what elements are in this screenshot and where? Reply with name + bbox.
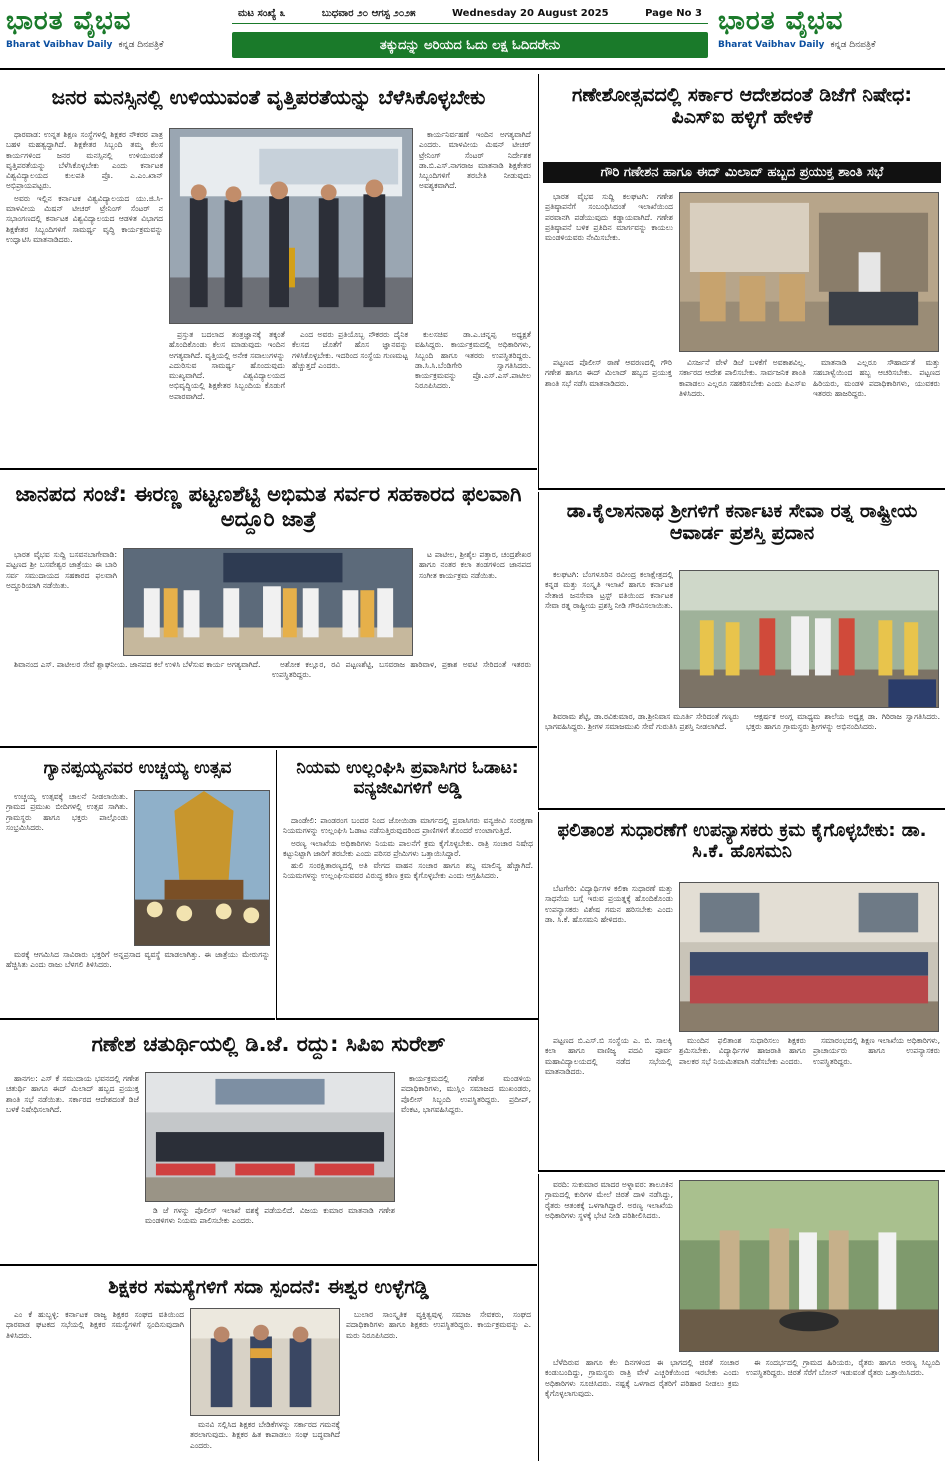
article-uchchayya-utsava: [0, 750, 275, 1020]
headline: ಡಾ.ಕೈಲಾಸನಾಥ ಶ್ರೀಗಳಿಗೆ ಕರ್ನಾಟಕ ಸೇವಾ ರತ್ನ ರಾಷ್ಟ್ರೀಯ ಆವಾರ್ಡ ಪ್ರಶಸ್ತಿ ಪ್ರದಾನ: [566, 500, 918, 545]
paragraph: ಆಕ್ಷರ್ಷಕ ಅಂಗ್ಲ ಮಾಧ್ಯಮ ಶಾಲೆಯ ಅಧ್ಯಕ್ಷ ಡಾ. ಗಿರಿರಾಜ ಸ್ವಾಗತಿಸಿದರು. ಭಕ್ತರು ಹಾಗೂ ಗ್ರಾಮಸ್ಥರು ಶ್ರೀಗಳನ್ನು ಅಭಿನಂದಿಸಿದರು.: [746, 712, 940, 732]
paragraph: ಕಲಘಟಗಿ: ಬೆಂಗಳೂರಿನ ರವೀಂದ್ರ ಕಲಾಕ್ಷೇತ್ರದಲ್ಲಿ ಕನ್ನಡ ಮತ್ತು ಸಂಸ್ಕೃತಿ ಇಲಾಖೆ ಹಾಗೂ ಕರ್ನಾಟಕ ನೇತಾಜಿ ಜನಸೇವಾ ಟ್ರಸ್ಟ್ ವತಿಯಿಂದ ಕರ್ನಾಟಕ ಸೇವಾ ರತ್ನ ರಾಷ್ಟ್ರೀಯ ಪ್ರಶಸ್ತಿ ನೀಡಿ ಗೌರವಿಸಲಾಯಿತು.: [545, 570, 673, 610]
headline: ಫಲಿತಾಂಶ ಸುಧಾರಣೆಗೆ ಉಪನ್ಯಾಸಕರು ಕ್ರಮ ಕೈಗೊಳ್ಳಬೇಕು: ಡಾ. ಸಿ.ಕೆ. ಹೊಸಮನಿ: [557, 820, 927, 863]
text-column: [190, 1420, 340, 1456]
paragraph: ಟ ಪಾಟೀಲ, ಶ್ರೀಶೈಲ ಪತ್ತಾರ, ಚಂದ್ರಶೇಖರ ಹಾಗೂ ನಂತರ ಕಲಾ ತಂಡಗಳಿಂದ ಜಾನಪದ ಸಂಗೀತ ಕಾರ್ಯಕ್ರಮ ನಡೆಯಿತು.: [419, 550, 531, 580]
text-column: [145, 1206, 395, 1260]
article-body-bottom: [6, 950, 270, 1014]
paragraph: ಅರಣ್ಯ ಇಲಾಖೆಯ ಅಧಿಕಾರಿಗಳು ನಿಯಮ ಪಾಲನೆಗೆ ಕ್ರಮ ಕೈಗೊಳ್ಳಬೇಕು. ರಾತ್ರಿ ಸಂಚಾರ ನಿಷೇಧ ಕಟ್ಟುನಿಟ್ಟಾಗಿ ಜಾರಿಗೆ ತರಬೇಕು ಎಂದು ಪರಿಸರ ಪ್ರೇಮಿಗಳು ಒತ್ತಾಯಿಸಿದ್ದಾರೆ.: [283, 838, 533, 858]
paragraph: ಕಾರ್ಯಕ್ರಮದಲ್ಲಿ ಗಣೇಶ ಮಂಡಳಿಯ ಪದಾಧಿಕಾರಿಗಳು, ಮುಸ್ಲಿಂ ಸಮಾಜದ ಮುಖಂಡರು, ಪೊಲೀಸ್ ಸಿಬ್ಬಂದಿ ಉಪಸ್ಥಿತರಿದ್ದರು. ಪ್ರದೀಪ್, ವೆಂಕಟ, ಭಾಗವಹಿಸಿದ್ದರು.: [401, 1074, 531, 1114]
article-body-side: [545, 192, 673, 352]
article-body-bottom: [545, 358, 940, 484]
headline: ಜಾನಪದ ಸಂಜೆ: ಈರಣ್ಣ ಪಟ್ಟಣಶೆಟ್ಟಿ ಅಭಿಮತ ಸರ್ವರ ಸಹಕಾರದ ಫಲವಾಗಿ ಅದ್ದೂರಿ ಜಾತ್ರೆ: [15, 482, 522, 531]
article-body-bottom: [145, 1206, 395, 1260]
logo-sub-kn: ಕನ್ನಡ ದಿನಪತ್ರಿಕೆ: [118, 40, 164, 50]
paragraph: ಹುಲಿ ಸಂರಕ್ಷಿತಾರಣ್ಯದಲ್ಲಿ ಅತಿ ವೇಗದ ವಾಹನ ಸಂಚಾರ ಹಾಗೂ ಶಬ್ದ ಮಾಲಿನ್ಯ ಹೆಚ್ಚಾಗಿದೆ. ನಿಯಮಗಳನ್ನು ಉಲ್ಲಂಘಿಸುವವರ ವಿರುದ್ಧ ಕಠಿಣ ಕ್ರಮ ಕೈಗೊಳ್ಳಬೇಕು ಎಂದು ಆಗ್ರಹಿಸಿದರು.: [283, 861, 533, 881]
text-column: [545, 1180, 673, 1354]
logo-title: ಭಾರತ ವೈಭವ: [6, 6, 132, 36]
photo-felicitation-stage: [123, 548, 413, 656]
paragraph: ಅವರು ಇಲ್ಲಿನ ಕರ್ನಾಟಕ ವಿಶ್ವವಿದ್ಯಾಲಯದ ಯು.ಜಿ.ಸಿ-ಮಾಳವೀಯ ಮಿಷನ್ ಟೀಚರ್ ಟ್ರೇನಿಂಗ್ ಸೆಂಟರ್ ನ ಸಭಾಂಗಣದಲ್ಲಿ ಕರ್ನಾಟಕ ವಿಶ್ವವಿದ್ಯಾಲಯದ ಆಡಳಿತ ವಿಭಾಗದ ಶಿಕ್ಷಕೇತರ ಸಿಬ್ಬಂದಿಗಳಿಗೆ ಸಾಮರ್ಥ್ಯ ವೃದ್ಧಿ ಕಾರ್ಯಕ್ರಮವನ್ನು ಉದ್ಘಾಟಿಸಿ ಮಾತನಾಡಿದರು.: [6, 193, 163, 244]
photo-peace-meeting-hall: [145, 1072, 395, 1202]
masthead-logo-left: [6, 4, 221, 66]
article-body-left: [6, 1074, 139, 1260]
headline: ಜನರ ಮನಸ್ಸಿನಲ್ಲಿ ಉಳಿಯುವಂತೆ ವೃತ್ತಿಪರತೆಯನ್ನು ಬೆಳೆಸಿಕೊಳ್ಳಬೇಕು: [51, 85, 486, 109]
text-column: [813, 1036, 940, 1166]
headline: ಶಿಕ್ಷಕರ ಸಮಸ್ಯೆಗಳಿಗೆ ಸದಾ ಸ್ಪಂದನೆ: ಈಶ್ವರ ಉಳ್ಳೆಗಡ್ಡಿ: [108, 1276, 429, 1298]
text-column: [545, 1358, 739, 1456]
issue-number: ಮಟ ಸಂಖ್ಯೆ ೩: [238, 8, 286, 19]
article-body-right: [419, 130, 531, 326]
photo-felicitation-teachers: [190, 1308, 340, 1416]
paragraph: ಕಾರ್ಯನಿರ್ವಹಣೆ ಇಂದಿನ ಅಗತ್ಯವಾಗಿದೆ ಎಂದರು. ಮಾಳವೀಯ ಮಿಷನ್ ಟೀಚರ್ ಟ್ರೇನಿಂಗ್ ಸೆಂಟರ್ ನಿರ್ದೇಶಕ ಡಾ.ಬಿ.ಎಸ್.ನಾಗರಾಜ ಮಾತನಾಡಿ ಶಿಕ್ಷಕೇತರ ಸಿಬ್ಬಂದಿಗಳಿಗೆ ತರಬೇತಿ ನೀಡುವುದು ಅವಶ್ಯಕವಾಗಿದೆ.: [419, 130, 531, 191]
headline: ಗಣೇಶ ಚತುರ್ಥಿಯಲ್ಲಿ ಡಿ.ಜೆ. ರದ್ದು: ಸಿಪಿಐ ಸುರೇಶ್: [91, 1032, 446, 1056]
paragraph: ಸಮಾರಂಭದಲ್ಲಿ ಶಿಕ್ಷಣ ಇಲಾಖೆಯ ಅಧಿಕಾರಿಗಳು, ಪ್ರಾಚಾರ್ಯರು ಹಾಗೂ ಉಪನ್ಯಾಸಕರು ಉಪಸ್ಥಿತರಿದ್ದರು.: [813, 1036, 940, 1066]
date-kannada: ಬುಧವಾರ ೨೦ ಆಗಸ್ಟ ೨೦೨೫: [321, 8, 416, 19]
text-column: [6, 660, 265, 744]
article-body-bottom: [545, 1358, 940, 1456]
text-column: [401, 1074, 531, 1260]
text-column: [283, 816, 533, 1014]
article-body-side: [6, 792, 128, 946]
paragraph: ಭಾರತ ವೈಭವ ಸುದ್ದಿ ಬಸವನಬಾಗೇವಾಡಿ: ಪಟ್ಟಣದ ಶ್ರೀ ಬಸವೇಶ್ವರ ಜಾತ್ರೆಯು ಈ ಬಾರಿ ಸರ್ವ ಸಮುದಾಯದ ಸಹಕಾರದ ಫಲವಾಗಿ ಅದ್ದೂರಿಯಾಗಿ ನಡೆಯಿತು.: [6, 550, 117, 590]
text-column: [6, 950, 270, 1014]
article-body-right: [346, 1310, 531, 1456]
text-column: [272, 660, 531, 744]
paragraph: ಮುಂದಿನ ಫಲಿತಾಂಶ ಸುಧಾರಿಸಲು ಶಿಕ್ಷಕರು ಶ್ರಮಿಸಬೇಕು. ವಿದ್ಯಾರ್ಥಿಗಳ ಹಾಜರಾತಿ ಹಾಗೂ ಪಾಲಕರ ಸಭೆ ನಿಯಮಿತವಾಗಿ ನಡೆಸಬೇಕು ಎಂದರು.: [679, 1036, 806, 1066]
article-teachers-issues: [0, 1268, 537, 1461]
paragraph: ಶಿವಾನಂದ ಎಸ್. ಪಾಟೀಲರ ಸೇವೆ ಶ್ಲಾಘನೀಯ. ಜಾನಪದ ಕಲೆ ಉಳಿಸಿ ಬೆಳೆಸುವ ಕಾರ್ಯ ಅಗತ್ಯವಾಗಿದೆ.: [14, 660, 261, 669]
text-column: [6, 1310, 184, 1456]
photo-chariot-festival: [134, 790, 270, 946]
logo-sub-en: Bharat Vaibhav Daily: [718, 40, 825, 50]
photo-lamp-lighting: [169, 128, 413, 324]
text-column: [545, 884, 673, 1032]
text-column: [419, 130, 531, 326]
article-body-side: [545, 884, 673, 1032]
text-column: [746, 712, 940, 804]
text-column: [292, 330, 408, 464]
text-column: [6, 792, 128, 946]
text-column: [545, 1036, 672, 1166]
logo-subtitle: [6, 40, 221, 50]
article-dj-ban-psi: [538, 74, 945, 490]
article-leopard-attack: [538, 1174, 945, 1461]
text-column: [813, 358, 940, 484]
text-column: [6, 130, 163, 460]
logo-sub-en: Bharat Vaibhav Daily: [6, 40, 113, 50]
paragraph: ಬೆಟಗೇರಿ: ವಿದ್ಯಾರ್ಥಿಗಳ ಕಲಿಕಾ ಸುಧಾರಣೆ ಮತ್ತು ಸಾಧನೆಯ ಬಗ್ಗೆ ಇರುವ ಪ್ರಯತ್ನಕ್ಕೆ ಹೊಂದಿಕೊಂಡು ಉಪನ್ಯಾಸಕರು ವಿಶೇಷ ಗಮನ ಹರಿಸಬೇಕು ಎಂದು ಡಾ. ಸಿ.ಕೆ. ಹೊಸಮನಿ ಹೇಳಿದರು.: [545, 884, 673, 924]
date-english: Wednesday 20 August 2025: [451, 8, 609, 19]
text-column: [746, 1358, 940, 1456]
paragraph: ಪ್ರಸ್ತುತ ಬದಲಾದ ತಂತ್ರಜ್ಞಾನಕ್ಕೆ ತಕ್ಕಂತೆ ಹೊಂದಿಕೊಂಡು ಕೆಲಸ ಮಾಡುವುದು ಇಂದಿನ ಅಗತ್ಯವಾಗಿದೆ. ವೃತ್ತಿಯಲ್ಲಿ ಅನೇಕ ಸವಾಲುಗಳನ್ನು ಎದುರಿಸುವ ಸಾಮರ್ಥ್ಯ ಹೊಂದುವುದು ಮುಖ್ಯವಾಗಿದೆ. ವಿಶ್ವವಿದ್ಯಾಲಯದ ಅಭಿವೃದ್ಧಿಯಲ್ಲಿ ಶಿಕ್ಷಕೇತರ ಸಿಬ್ಬಂದಿಯ ಕೊಡುಗೆ ಅಪಾರವಾಗಿದೆ.: [169, 330, 285, 401]
logo-subtitle: [718, 40, 933, 50]
text-column: [545, 358, 672, 484]
paragraph: ಡಿ ಜೆ ಗಳನ್ನು ಪೊಲೀಸ್ ಇಲಾಖೆ ವಶಕ್ಕೆ ಪಡೆಯಲಿದೆ. ವಿಜಯ ಕುಮಾರ ಮಾತನಾಡಿ ಗಣೇಶ ಮಂಡಳಿಗಳು ನಿಯಮ ಪಾಲಿಸಬೇಕು ಎಂದರು.: [145, 1206, 395, 1226]
article-kailasanatha-award: [538, 492, 945, 810]
paragraph: ಬುಲಾರ ಸಾಂಸ್ಕೃತಿಕ ವ್ಯಕ್ತಿತ್ವವುಳ್ಳ ಸಮಾಜ ಸೇವಕರು, ಸಂಘದ ಪದಾಧಿಕಾರಿಗಳು ಹಾಗೂ ಶಿಕ್ಷಕರು ಉಪಸ್ಥಿತರಿದ್ದರು. ಕಾರ್ಯಕ್ರಮವನ್ನು ಎ. ಮರು ನಿರೂಪಿಸಿದರು.: [346, 1310, 531, 1340]
paragraph: ಬೆಳೆದಿರುವ ಹಾಗೂ ಕೆಲ ದಿನಗಳಿಂದ ಈ ಭಾಗದಲ್ಲಿ ಚಿರತೆ ಸಂಚಾರ ಕಂಡುಬಂದಿದ್ದು, ಗ್ರಾಮಸ್ಥರು ರಾತ್ರಿ ವೇಳೆ ಎಚ್ಚರಿಕೆಯಿಂದ ಇರಬೇಕು ಎಂದು ಅಧಿಕಾರಿಗಳು ಸೂಚಿಸಿದರು. ನಷ್ಟಕ್ಕೆ ಒಳಗಾದ ರೈತರಿಗೆ ಪರಿಹಾರ ನೀಡಲು ಕ್ರಮ ಕೈಗೊಳ್ಳಲಾಗುವುದು.: [545, 1358, 739, 1398]
paragraph: ಭಾರತ ವೈಭವ ಸುದ್ದಿ ಕಲಘಟಗಿ: ಗಣೇಶ ಪ್ರತಿಷ್ಠಾಪನೆಗೆ ಸಂಬಂಧಿಸಿದಂತೆ ಇಲಾಖೆಯಿಂದ ಪರವಾನಗಿ ಪಡೆಯುವುದು ಕಡ್ಡಾಯವಾಗಿದೆ. ಗಣೇಶ ಪ್ರತಿಷ್ಠಾಪನೆ ಬಳಿಕ ಪ್ರತಿದಿನ ಮಾರ್ಗವನ್ನು ಕಾಯಲು ಮಂಡಳಿಯವರು ನೇಮಿಸಬೇಕು.: [545, 192, 673, 243]
article-body: [283, 816, 533, 1014]
article-body-side: [545, 570, 673, 708]
text-column: [679, 1036, 806, 1166]
paragraph: ಪಟ್ಟಣದ ಬಿ.ಎಸ್.ಬಿ ಸಂಸ್ಥೆಯ ಎ. ಬಿ. ಸಾಲಕ್ಕಿ ಕಲಾ ಹಾಗೂ ವಾಣಿಜ್ಯ ಪದವಿ ಪೂರ್ವ ಮಹಾವಿದ್ಯಾಲಯದಲ್ಲಿ ನಡೆದ ಸಭೆಯಲ್ಲಿ ಮಾತನಾಡಿದರು.: [545, 1036, 672, 1076]
text-column: [6, 550, 117, 656]
article-body-left: [6, 1310, 184, 1456]
paragraph: ವಿಸರ್ಜನೆ ವೇಳೆ ಡಿಜೆ ಬಳಕೆಗೆ ಅವಕಾಶವಿಲ್ಲ. ಸರ್ಕಾರದ ಆದೇಶ ಪಾಲಿಸಬೇಕು. ಸಾರ್ವಜನಿಕ ಶಾಂತಿ ಕಾಪಾಡಲು ಎಲ್ಲರೂ ಸಹಕರಿಸಬೇಕು ಎಂದು ಪಿಎಸ್ಐ ತಿಳಿಸಿದರು.: [679, 358, 806, 398]
paragraph: ಪಟ್ಟಣದ ಪೊಲೀಸ್ ಠಾಣೆ ಆವರಣದಲ್ಲಿ ಗೌರಿ ಗಣೇಶ ಹಾಗೂ ಈದ್ ಮಿಲಾದ್ ಹಬ್ಬದ ಪ್ರಯುಕ್ತ ಶಾಂತಿ ಸಭೆ ನಡೆಸಿ ಮಾತನಾಡಿದರು.: [545, 358, 672, 388]
article-body-bottom: [545, 1036, 940, 1166]
article-wildlife-tourists: [276, 750, 538, 1020]
paragraph: ಎಂದ ಅವರು ಪ್ರತಿಯೊಬ್ಬ ನೌಕರರು ದೈನಿಕ ಕೆಲಸದ ಜೊತೆಗೆ ಹೊಸ ಜ್ಞಾನವನ್ನು ಗಳಿಸಿಕೊಳ್ಳಬೇಕು. ಇದರಿಂದ ಸಂಸ್ಥೆಯ ಗುಣಮಟ್ಟ ಹೆಚ್ಚುತ್ತದೆ ಎಂದರು.: [292, 330, 408, 370]
article-body-right: [419, 550, 531, 656]
logo-title: ಭಾರತ ವೈಭವ: [718, 6, 844, 36]
subheadline: ಗೌರಿ ಗಣೇಶನ ಹಾಗೂ ಈದ್ ಮಿಲಾದ್ ಹಬ್ಬದ ಪ್ರಯುಕ್ತ ಶಾಂತಿ ಸಭೆ: [543, 162, 941, 183]
text-column: [415, 330, 531, 464]
article-dj-cancel-cpi: [0, 1022, 537, 1266]
paragraph: ಮಾತನಾಡಿ ಎಲ್ಲರೂ ಸೌಹಾರ್ದತೆ ಮತ್ತು ಸಹಬಾಳ್ವೆಯಿಂದ ಹಬ್ಬ ಆಚರಿಸಬೇಕು. ಪಟ್ಟಣದ ಹಿರಿಯರು, ಮಂಡಳಿ ಪದಾಧಿಕಾರಿಗಳು, ಯುವಕರು ಇತರರು ಹಾಜರಿದ್ದರು.: [813, 358, 940, 398]
masthead-center: [232, 4, 708, 64]
article-body-left: [6, 130, 163, 460]
text-column: [545, 570, 673, 708]
paragraph: ಧಾರವಾಡ: ಉನ್ನತ ಶಿಕ್ಷಣ ಸಂಸ್ಥೆಗಳಲ್ಲಿ ಶಿಕ್ಷಕರ ನೌಕರರ ಪಾತ್ರ ಬಹಳ ಮಹತ್ವದ್ದಾಗಿದೆ. ಶಿಕ್ಷಕೇತರ ಸಿಬ್ಬಂದಿ ತಮ್ಮ ಕೆಲಸ ಕಾರ್ಯಗಳಿಂದ ಜನರ ಮನಸ್ಸಿನಲ್ಲಿ ಉಳಿಯುವಂತೆ ವೃತ್ತಿಪರತೆಯನ್ನು ಬೆಳೆಸಿಕೊಳ್ಳಬೇಕು ಎಂದು ಕರ್ನಾಟಕ ವಿಶ್ವವಿದ್ಯಾಲಯದ ಕುಲಪತಿ ಪ್ರೊ. ಎ.ಎಂ.ಖಾನ್ ಅಭಿಪ್ರಾಯಪಟ್ಟರು.: [6, 130, 163, 191]
masthead-logo-right: [718, 4, 933, 66]
logo-sub-kn: ಕನ್ನಡ ದಿನಪತ್ರಿಕೆ: [830, 40, 876, 50]
article-body-bottom: [169, 330, 531, 464]
headline: ಗ್ಯಾನಪ್ಪಯ್ಯನವರ ಉಚ್ಚಯ್ಯ ಉತ್ಸವ: [43, 758, 232, 778]
paragraph: ಉಚ್ಚಯ್ಯ ಉತ್ಸವಕ್ಕೆ ಚಾಲನೆ ನೀಡಲಾಯಿತು. ಗ್ರಾಮದ ಪ್ರಮುಖ ಬೀದಿಗಳಲ್ಲಿ ಉತ್ಸವ ಸಾಗಿತು. ಗ್ರಾಮಸ್ಥರು ಹಾಗೂ ಭಕ್ತರು ಪಾಲ್ಗೊಂಡು ಸಂಭ್ರಮಿಸಿದರು.: [6, 792, 128, 832]
article-body-right: [401, 1074, 531, 1260]
paragraph: ಮಠಕ್ಕೆ ಆಗಮಿಸಿದ ಸಾವಿರಾರು ಭಕ್ತರಿಗೆ ಅನ್ನಪ್ರಸಾದ ವ್ಯವಸ್ಥೆ ಮಾಡಲಾಗಿತ್ತು. ಈ ಜಾತ್ರೆಯು ಮೇರುಗನ್ನು ಹೆಚ್ಚಿಸಿತು ಎಂದು ರಾಜು ಬೆಳಗಲಿ ತಿಳಿಸಿದರು.: [6, 950, 270, 970]
article-body-bottom: [6, 660, 531, 744]
tagline: ತಕ್ಕುದನ್ನು ಅರಿಯದ ಓದು ಲಕ್ಷ ಓದಿದರೇನು: [232, 32, 708, 58]
text-column: [6, 1074, 139, 1260]
paragraph: ಎಂ ಕೆ ಹುಬ್ಬಳ್ಳಿ: ಕರ್ನಾಟಕ ರಾಜ್ಯ ಶಿಕ್ಷಕರ ಸಂಘದ ವತಿಯಿಂದ ಧಾರವಾಡ ಘಟಕದ ಸಭೆಯಲ್ಲಿ ಶಿಕ್ಷಕರ ಸಮಸ್ಯೆಗಳಿಗೆ ಸ್ಪಂದಿಸುವುದಾಗಿ ತಿಳಿಸಿದರು.: [6, 1310, 184, 1340]
paragraph: ಮನವಿ ಸಲ್ಲಿಸಿದ ಶಿಕ್ಷಕರ ಬೇಡಿಕೆಗಳನ್ನು ಸರ್ಕಾರದ ಗಮನಕ್ಕೆ ತರಲಾಗುವುದು. ಶಿಕ್ಷಕರ ಹಿತ ಕಾಪಾಡಲು ಸಂಘ ಬದ್ಧವಾಗಿದೆ ಎಂದರು.: [190, 1420, 340, 1450]
paragraph: ಕುಲಸಚಿವ ಡಾ.ಎ.ಚನ್ನಪ್ಪ ಅಧ್ಯಕ್ಷತೆ ವಹಿಸಿದ್ದರು. ಕಾರ್ಯಕ್ರಮದಲ್ಲಿ ಅಧಿಕಾರಿಗಳು, ಸಿಬ್ಬಂದಿ ಹಾಗೂ ಇತರರು ಉಪಸ್ಥಿತರಿದ್ದರು. ಡಾ.ಸಿ.ಸಿ.ಬೆಂಡಿಗೇರಿ ಸ್ವಾಗತಿಸಿದರು. ಕಾರ್ಯಕ್ರಮವನ್ನು ಪ್ರೊ.ಎಸ್.ಎಸ್.ಪಾಟೀಲ ನಿರೂಪಿಸಿದರು.: [415, 330, 531, 391]
article-professionalism: [0, 74, 537, 470]
article-body-side: [545, 1180, 673, 1354]
masthead: [0, 0, 945, 70]
paragraph: ಹಾನಗಲ: ಎಸ್ ಕೆ ಸಮುದಾಯ ಭವನದಲ್ಲಿ ಗಣೇಶ ಚತುರ್ಥಿ ಹಾಗೂ ಈದ್ ಮಿಲಾದ್ ಹಬ್ಬದ ಪ್ರಯುಕ್ತ ಶಾಂತಿ ಸಭೆ ನಡೆಯಿತು. ಸರ್ಕಾರದ ಆದೇಶದಂತೆ ಡಿಜೆ ಬಳಕೆ ನಿಷೇಧಿಸಲಾಗಿದೆ.: [6, 1074, 139, 1114]
photo-group-teachers: [679, 882, 939, 1032]
paragraph: ಶಿವರಾಮ ಶೆಟ್ಟಿ, ಡಾ.ರವಿಕುಮಾರ, ಡಾ.ಶ್ರೀನಿವಾಸ ಮೂರ್ತಿ ಸೇರಿದಂತೆ ಗಣ್ಯರು ಭಾಗವಹಿಸಿದ್ದರು. ಶ್ರೀಗಳ ಸಮಾಜಮುಖಿ ಸೇವೆ ಗುರುತಿಸಿ ಪ್ರಶಸ್ತಿ ನೀಡಲಾಗಿದೆ.: [545, 712, 739, 732]
headline: ನಿಯಮ ಉಲ್ಲಂಘಿಸಿ ಪ್ರವಾಸಿಗರ ಓಡಾಟ: ವನ್ಯಜೀವಿಗಳಿಗೆ ಅಡ್ಡಿ: [296, 758, 519, 799]
paragraph: ಅಶೋಕ ಕಲ್ಲೂರ, ರವಿ ಪಟ್ಟಣಶೆಟ್ಟಿ, ಬಸವರಾಜ ಹಾರಿವಾಳ, ಪ್ರಕಾಶ ಅವಟಿ ಸೇರಿದಂತೆ ಇತರರು ಉಪಸ್ಥಿತರಿದ್ದರು.: [272, 660, 531, 680]
paragraph: ವರದಿ: ಸುಕುಮಾರ ಮಾದರ ಅಳ್ನಾವರ: ತಾಲೂಕಿನ ಗ್ರಾಮದಲ್ಲಿ ಕುರಿಗಳ ಮೇಲೆ ಚಿರತೆ ದಾಳಿ ನಡೆಸಿದ್ದು, ರೈತರು ಆತಂಕಕ್ಕೆ ಒಳಗಾಗಿದ್ದಾರೆ. ಅರಣ್ಯ ಇಲಾಖೆಯ ಅಧಿಕಾರಿಗಳು ಸ್ಥಳಕ್ಕೆ ಭೇಟಿ ನೀಡಿ ಪರಿಶೀಲಿಸಿದರು.: [545, 1180, 673, 1220]
paragraph: ದಾಂಡೇಲಿ: ಪಾಂಡರಂಗ ಬಂದರ ನಿಂದ ಜೋಯಿಡಾ ಮಾರ್ಗದಲ್ಲಿ ಪ್ರವಾಸಿಗರು ವನ್ಯಜೀವಿ ಸಂರಕ್ಷಣಾ ನಿಯಮಗಳನ್ನು ಉಲ್ಲಂಘಿಸಿ ಓಡಾಟ ನಡೆಸುತ್ತಿರುವುದರಿಂದ ಪ್ರಾಣಿಗಳಿಗೆ ತೊಂದರೆ ಉಂಟಾಗುತ್ತಿದೆ.: [283, 816, 533, 836]
page-number: Page No 3: [645, 8, 702, 19]
article-janapada-sanje: [0, 472, 537, 748]
article-body-left: [6, 550, 117, 656]
photo-officials-inspection: [679, 1180, 939, 1352]
photo-award-ceremony: [679, 570, 939, 708]
article-result-improvement: [538, 812, 945, 1172]
article-body-bottom: [190, 1420, 340, 1456]
text-column: [545, 192, 673, 352]
paragraph: ಈ ಸಂದರ್ಭದಲ್ಲಿ ಗ್ರಾಮದ ಹಿರಿಯರು, ರೈತರು ಹಾಗೂ ಅರಣ್ಯ ಸಿಬ್ಬಂದಿ ಉಪಸ್ಥಿತರಿದ್ದರು. ಚಿರತೆ ಸೆರೆಗೆ ಬೋನ್ ಇಡುವಂತೆ ರೈತರು ಒತ್ತಾಯಿಸಿದರು.: [746, 1358, 940, 1378]
dateline: [232, 4, 708, 24]
text-column: [679, 358, 806, 484]
headline: ಗಣೇಶೋತ್ಸವದಲ್ಲಿ ಸರ್ಕಾರ ಆದೇಶದಂತೆ ಡಿಜೆಗೆ ನಿಷೇಧ: ಪಿಎಸ್ಐ ಹಳ್ಳಿಗೆ ಹೇಳಿಕೆ: [572, 84, 912, 129]
text-column: [169, 330, 285, 464]
photo-peace-meeting: [679, 192, 939, 352]
text-column: [346, 1310, 531, 1456]
article-body-bottom: [545, 712, 940, 804]
text-column: [545, 712, 739, 804]
text-column: [419, 550, 531, 656]
